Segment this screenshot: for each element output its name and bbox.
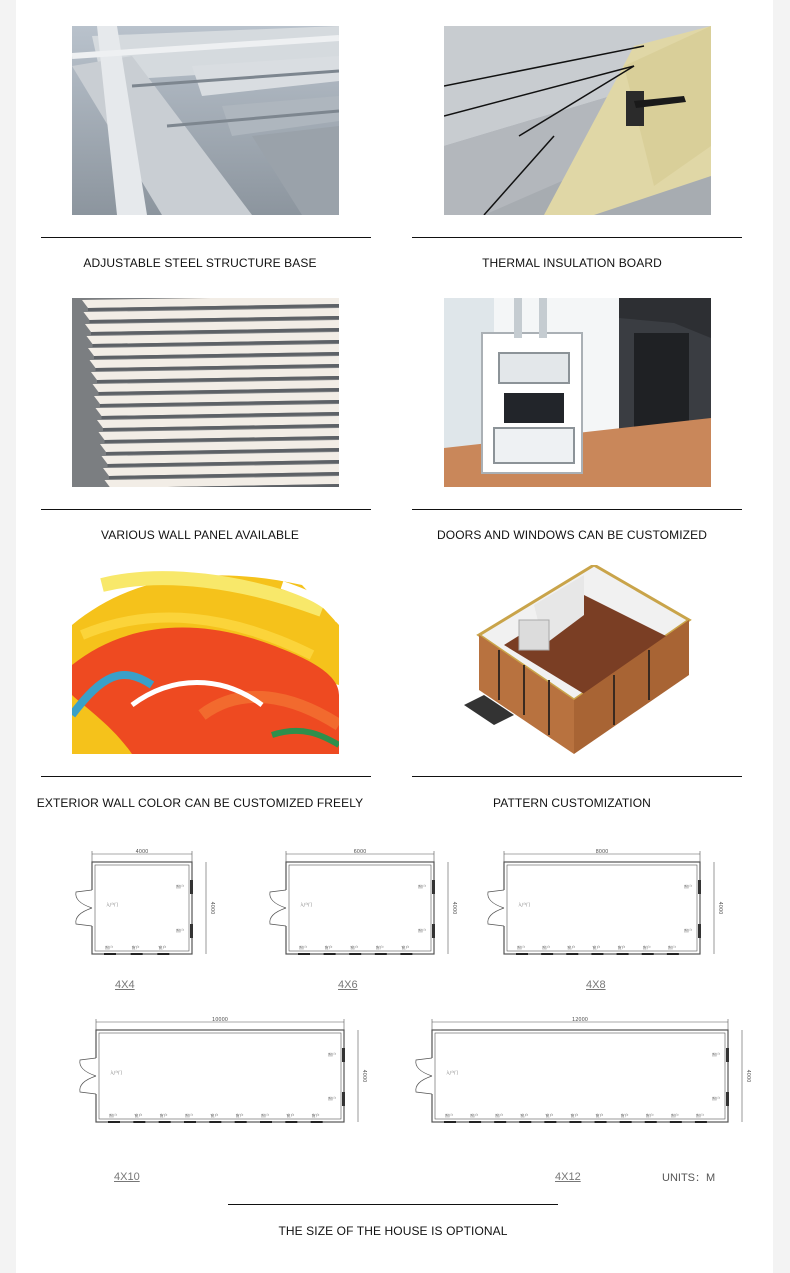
bottom-window-label: 窗户	[261, 1113, 269, 1118]
bottom-window-label: 窗户	[185, 1113, 193, 1118]
height-dimension: 4000	[717, 901, 723, 915]
height-dimension: 4000	[209, 901, 215, 915]
steel-frame-photo	[72, 26, 339, 215]
bottom-window-label: 窗户	[570, 1113, 579, 1118]
bottom-window-label: 窗户	[517, 945, 525, 950]
divider	[41, 509, 371, 510]
bottom-window-label: 窗户	[545, 1113, 554, 1118]
bottom-window-label: 窗户	[520, 1113, 529, 1118]
bottom-window-label: 窗户	[159, 1113, 168, 1118]
bottom-window-label: 窗户	[324, 945, 333, 950]
side-window-label: 窗户	[328, 1052, 336, 1057]
side-window-label: 窗户	[418, 928, 426, 933]
floor-plan-4x4	[56, 848, 214, 968]
width-dimension: 8000	[595, 849, 609, 855]
door-label: 入户门	[106, 902, 118, 907]
bottom-window-label: 窗户	[445, 1113, 453, 1118]
width-dimension: 6000	[353, 849, 367, 855]
paint-swirl-photo	[72, 565, 339, 754]
width-dimension: 10000	[212, 1017, 228, 1023]
bottom-window-label: 窗户	[667, 945, 676, 950]
side-window-label: 窗户	[712, 1096, 720, 1101]
house-interior-render	[444, 565, 711, 754]
feature-caption: DOORS AND WINDOWS CAN BE CUSTOMIZED	[437, 528, 707, 542]
bottom-window-label: 窗户	[286, 1113, 295, 1118]
plan-label: 4X8	[586, 979, 606, 991]
bottom-window-label: 窗户	[311, 1113, 320, 1118]
door-label: 入户门	[300, 902, 312, 907]
bottom-window-label: 窗户	[595, 1113, 604, 1118]
bottom-window-label: 窗户	[210, 1113, 219, 1118]
insulation-board-photo	[444, 26, 711, 215]
feature-caption: VARIOUS WALL PANEL AVAILABLE	[101, 528, 299, 542]
bottom-window-label: 窗户	[495, 1113, 504, 1118]
divider	[412, 509, 742, 510]
bottom-window-label: 窗户	[470, 1113, 479, 1118]
plan-label: 4X12	[555, 1171, 581, 1183]
feature-caption: THERMAL INSULATION BOARD	[482, 256, 662, 270]
bottom-window-label: 窗户	[567, 945, 576, 950]
feature-caption: EXTERIOR WALL COLOR CAN BE CUSTOMIZED FREELY	[36, 796, 364, 810]
feature-caption: ADJUSTABLE STEEL STRUCTURE BASE	[83, 256, 317, 270]
bottom-window-label: 窗户	[592, 945, 601, 950]
floor-plan-4x6	[250, 848, 456, 968]
bottom-window-label: 窗户	[109, 1113, 117, 1118]
side-window-label: 窗户	[712, 1052, 720, 1057]
bottom-window-label: 窗户	[401, 945, 410, 950]
side-window-label: 窗户	[328, 1096, 336, 1101]
height-dimension: 4000	[361, 1069, 367, 1083]
wall-panel-stack-photo	[72, 298, 339, 487]
side-window-label: 窗户	[176, 884, 184, 889]
bottom-window-label: 窗户	[105, 945, 113, 950]
bottom-window-label: 窗户	[617, 945, 626, 950]
width-dimension: 4000	[135, 849, 149, 855]
divider	[41, 237, 371, 238]
plan-label: 4X6	[338, 979, 358, 991]
divider	[41, 776, 371, 777]
side-window-label: 窗户	[176, 928, 184, 933]
bottom-window-label: 窗户	[158, 945, 167, 950]
bottom-window-label: 窗户	[375, 945, 384, 950]
divider	[412, 776, 742, 777]
height-dimension: 4000	[745, 1069, 751, 1083]
bottom-window-label: 窗户	[131, 945, 140, 950]
footer-caption: THE SIZE OF THE HOUSE IS OPTIONAL	[278, 1224, 508, 1238]
bottom-window-label: 窗户	[620, 1113, 629, 1118]
bottom-window-label: 窗户	[695, 1113, 704, 1118]
plan-label: 4X10	[114, 1171, 140, 1183]
bottom-window-label: 窗户	[299, 945, 307, 950]
floor-plan-4x12	[396, 1016, 750, 1136]
window-profile-photo	[444, 298, 711, 487]
height-dimension: 4000	[451, 901, 457, 915]
divider	[228, 1204, 558, 1205]
door-label: 入户门	[518, 902, 530, 907]
side-window-label: 窗户	[684, 928, 692, 933]
product-sheet	[16, 0, 773, 1273]
side-window-label: 窗户	[418, 884, 426, 889]
bottom-window-label: 窗户	[670, 1113, 679, 1118]
feature-caption: PATTERN CUSTOMIZATION	[493, 796, 651, 810]
door-label: 入户门	[446, 1070, 458, 1075]
floor-plan-4x10	[60, 1016, 366, 1136]
floor-plan-4x8	[468, 848, 722, 968]
width-dimension: 12000	[572, 1017, 588, 1023]
plan-label: 4X4	[115, 979, 135, 991]
bottom-window-label: 窗户	[350, 945, 359, 950]
bottom-window-label: 窗户	[235, 1113, 244, 1118]
bottom-window-label: 窗户	[642, 945, 651, 950]
bottom-window-label: 窗户	[645, 1113, 654, 1118]
bottom-window-label: 窗户	[542, 945, 551, 950]
door-label: 入户门	[110, 1070, 122, 1075]
side-window-label: 窗户	[684, 884, 692, 889]
divider	[412, 237, 742, 238]
bottom-window-label: 窗户	[134, 1113, 143, 1118]
units-label: UNITS：M	[662, 1172, 716, 1184]
